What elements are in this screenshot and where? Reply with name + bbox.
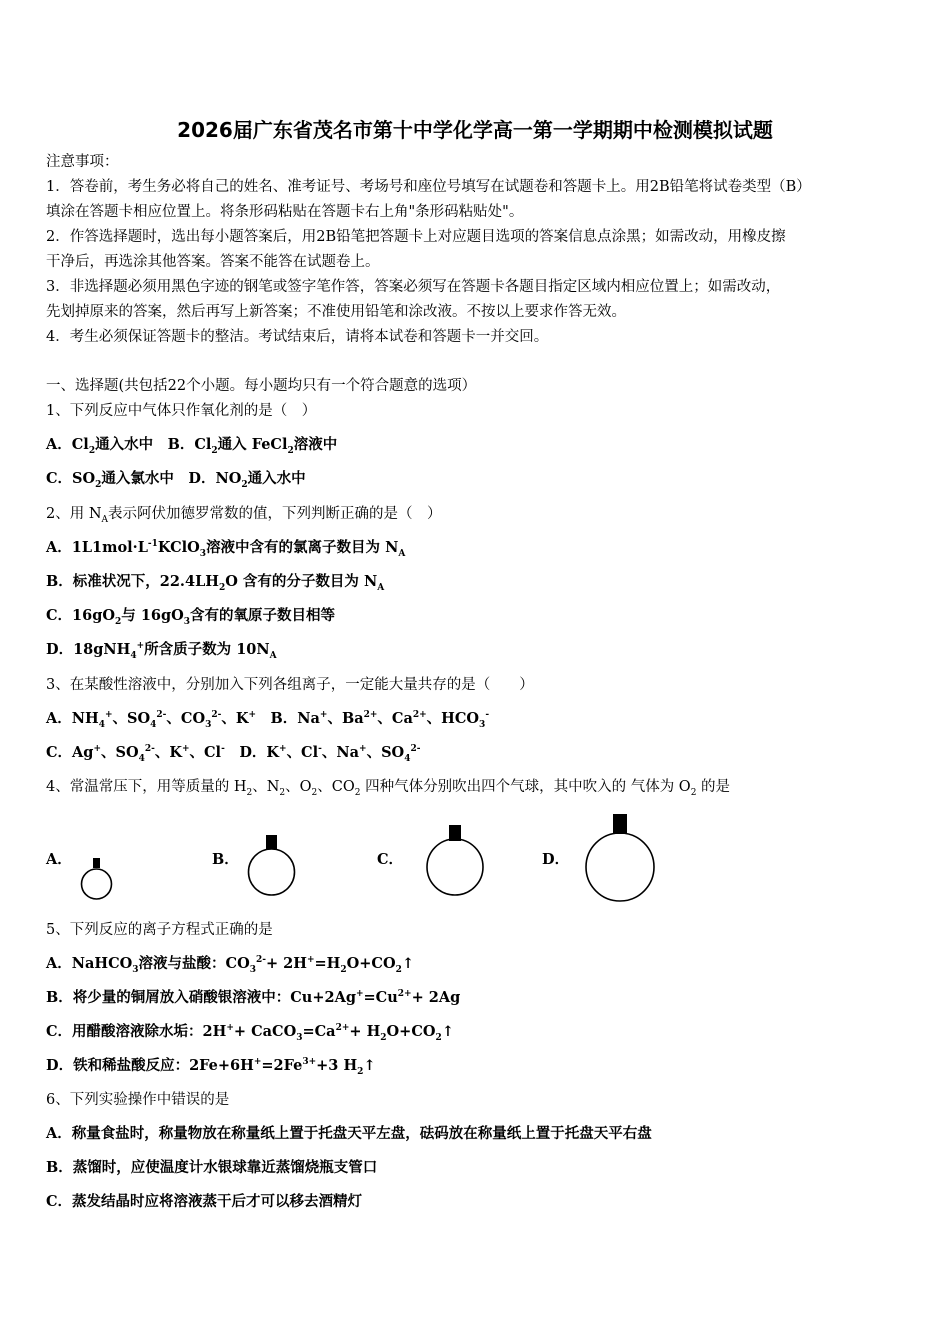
notice-line-6: 先划掉原来的答案，然后再写上新答案；不准使用铅笔和涂改液。不按以上要求作答无效。	[46, 304, 626, 320]
notice-line-2: 填涂在答题卡相应位置上。将条形码粘贴在答题卡右上角"条形码粘贴处"。	[46, 204, 524, 220]
page-title: 2026届广东省茂名市第十中学化学高一第一学期期中检测模拟试题	[177, 118, 773, 142]
q1-options-ab: A．$Cl_2$通入水中 B．$Cl_2$通入 FeCl$_2$溶液中	[46, 436, 338, 456]
notice-line-4: 干净后，再选涂其他答案。答案不能答在试题卷上。	[46, 254, 380, 270]
q1-options-cd: C．$SO_2$通入氯水中 D．$NO_2$通入水中	[46, 470, 306, 490]
q4-option-c-label: C．	[377, 851, 404, 868]
balloon-medium-icon	[244, 833, 300, 897]
q2-option-d: D．18gNH$_4$+所含质子数为 $10N_A$	[46, 641, 277, 661]
notice-heading: 注意事项：	[46, 154, 119, 170]
q6-option-b: B．蒸馏时，应使温度计水银球靠近蒸馏烧瓶支管口	[46, 1159, 378, 1176]
notice-line-5: 3．非选择题必须用黑色字迹的钢笔或签字笔作答，答案必须写在答题卡各题目指定区域内相应位置上；如需改动，	[46, 279, 781, 295]
q5-option-a: A．NaHCO$_3$溶液与盐酸：$CO_3^{2-}+$ $2H^+=H_2O+CO_2↑$	[46, 955, 415, 975]
q4-option-b-label: B．	[212, 851, 239, 868]
q5-stem: 5、下列反应的离子方程式正确的是	[46, 922, 273, 938]
q4-option-d-label: D．	[542, 851, 570, 868]
q6-option-a: A．称量食盐时，称量物放在称量纸上置于托盘天平左盘，砝码放在称量纸上置于托盘天平右盘	[46, 1125, 652, 1142]
notice-line-1: 1．答卷前，考生务必将自己的姓名、准考证号、考场号和座位号填写在试题卷和答题卡上。用2B铅笔将试卷类型（B）	[46, 179, 811, 195]
balloon-small-icon	[78, 856, 118, 904]
balloon-largest-icon	[582, 812, 658, 906]
q2-option-c: C．$16gO_2$与 $16gO_3$含有的氧原子数目相等	[46, 607, 336, 627]
q2-option-b: B．标准状况下，$22.4LH_2O$ 含有的分子数目为 $N_A$	[46, 573, 385, 593]
q5-option-b: B．将少量的铜屑放入硝酸银溶液中：$Cu+2Ag^+=Cu^{2+}+ 2Ag$	[46, 989, 461, 1006]
balloon-large-icon	[422, 823, 488, 899]
q4-option-a-label: A．	[46, 851, 72, 868]
q3-options-ab: A．$NH_4^+$、$SO_4^{2-}$、$CO_3^{2-}$、K+ B．Na+、$Ba^{2+}$、$Ca^{2+}$、$HCO_3^-$	[46, 710, 490, 730]
notice-line-7: 4．考生必须保证答题卡的整洁。考试结束后，请将本试卷和答题卡一并交回。	[46, 329, 549, 345]
q5-option-c: C．用醋酸溶液除水垢：$2H^++ CaCO_3=Ca^{2+}+$ $H_2O+CO_2↑$	[46, 1023, 454, 1043]
q6-option-c: C．蒸发结晶时应将溶液蒸干后才可以移去酒精灯	[46, 1193, 363, 1210]
q2-stem: 2、用 $N_A$表示阿伏加德罗常数的值，下列判断正确的是（ ）	[46, 506, 442, 525]
q3-stem: 3、在某酸性溶液中，分别加入下列各组离子，一定能大量共存的是（ ）	[46, 677, 534, 693]
q4-stem: 4、常温常压下，用等质量的 $H_2$、$N_2$、$O_2$、$CO_2$ 四种气体分别吹出四个气球，其中吹入的 气体为 $O_2$ 的是	[46, 779, 731, 798]
q5-option-d: D．铁和稀盐酸反应：$2Fe+6H^+=2Fe^{3+}+3$ $H_2↑$	[46, 1057, 376, 1077]
q2-option-a: A．$1L1mol\cdot L^{-1}KClO_3$溶液中含有的氯离子数目为 $N_A$	[46, 539, 406, 559]
q6-stem: 6、下列实验操作中错误的是	[46, 1092, 230, 1108]
notice-line-3: 2．作答选择题时，选出每小题答案后，用2B铅笔把答题卡上对应题目选项的答案信息点涂黑；如需改动，用橡皮擦	[46, 229, 786, 245]
section-heading: 一、选择题(共包括22个小题。每小题均只有一个符合题意的选项）	[46, 378, 477, 394]
q3-options-cd: C．Ag+、$SO_4^{2-}$、K+、Cl- D．K+、Cl-、Na+、$SO_4^{2-}$	[46, 744, 421, 764]
q1-stem: 1、下列反应中气体只作氧化剂的是（ ）	[46, 403, 317, 419]
